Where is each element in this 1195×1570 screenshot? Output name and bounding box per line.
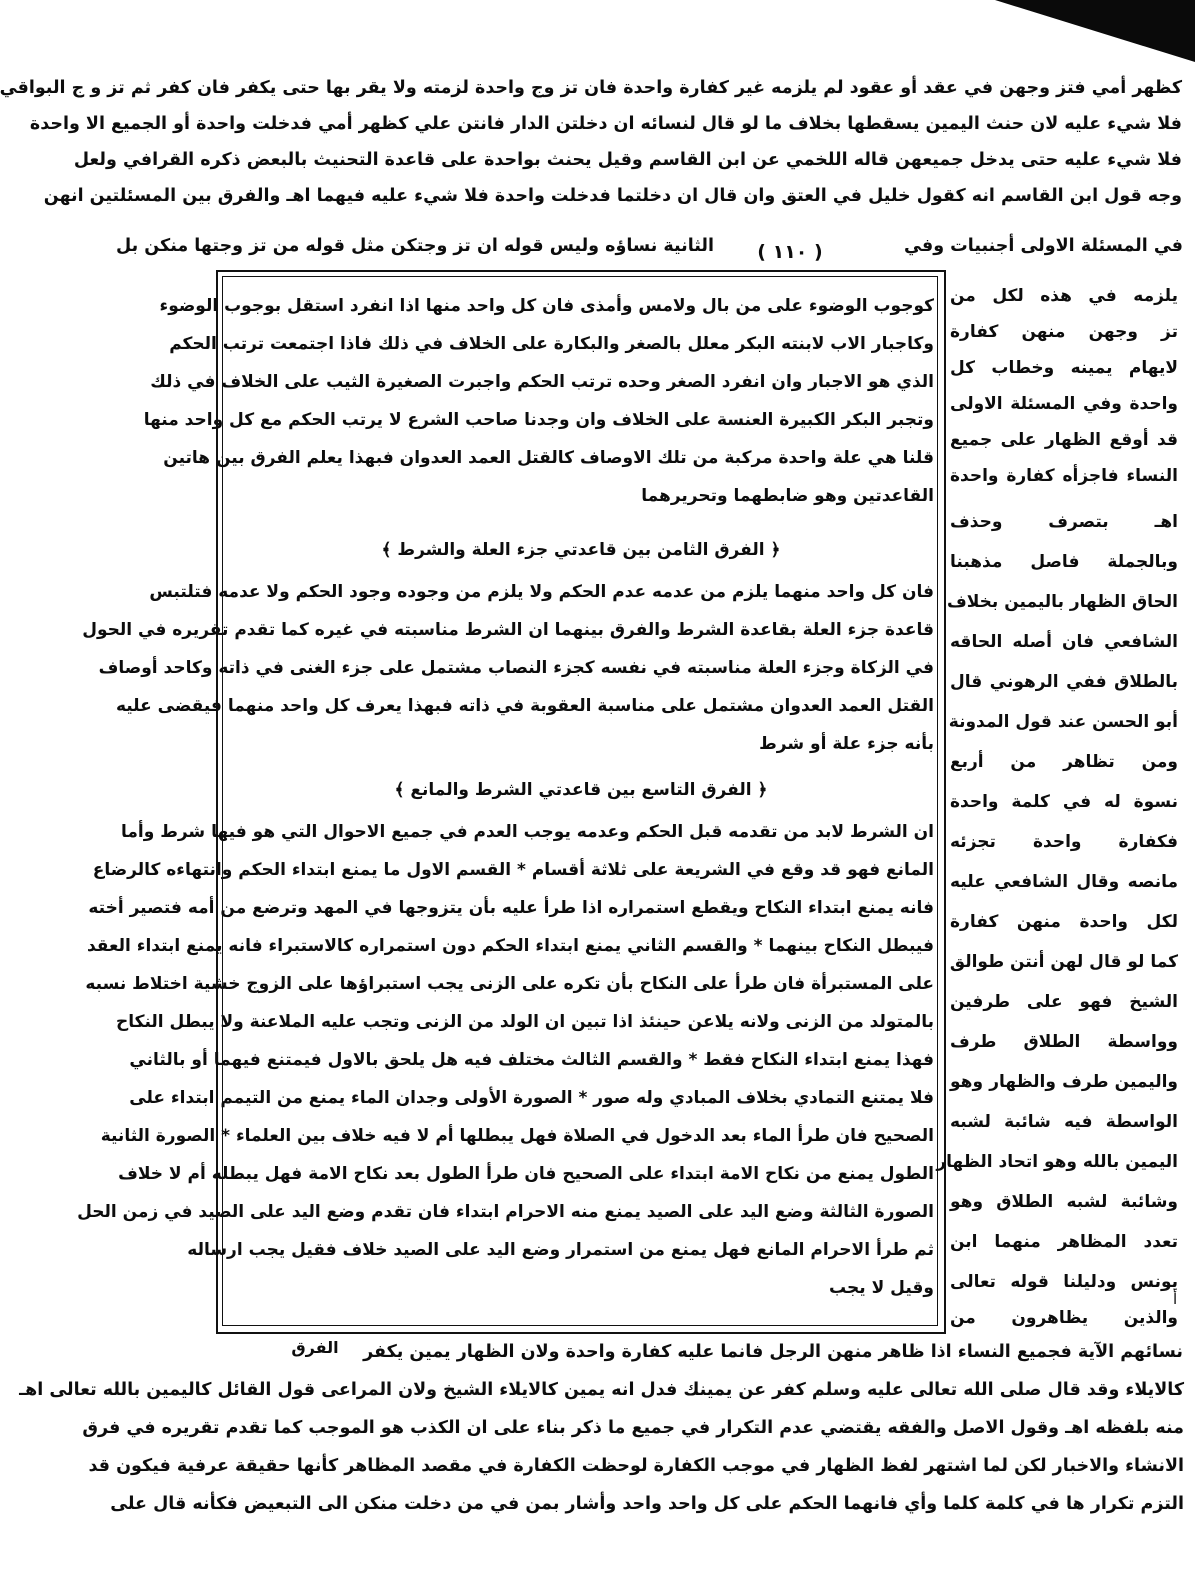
side-line: لايهام يمينه وخطاب كل: [950, 358, 1178, 378]
side-line: قد أوقع الظهار على جميع: [950, 430, 1178, 450]
bottom-line-3: منه بلفظه اهـ وقول الاصل والفقه يقتضي عدم التكرار في جميع ما ذكر بناء على ان الكذب هو الموجب كما تقدم تقريره في فرق: [82, 1418, 1184, 1438]
side-line: تعدد المظاهر منهما ابن: [950, 1232, 1178, 1252]
main-line: وقيل لا يجب: [829, 1278, 934, 1298]
bottom-line-2: كالايلاء وقد قال صلى الله تعالى عليه وسلم كفر عن يمينك فدل انه يمين كالايلاء الشيخ ولان المراعى قول القائل كاليمين بالله تعالى اهـ: [19, 1380, 1184, 1400]
main-line: في الزكاة وجزء العلة مناسبته في نفسه كجزء النصاب مشتمل على جزء الغنى في ذاته وكاحد أوصاف: [98, 658, 934, 678]
main-line: قاعدة جزء العلة بقاعدة الشرط والفرق بينهما ان الشرط مناسبته في غيره كما تقدم تقريره في الحول: [82, 620, 934, 640]
side-line: وشائبة لشبه الطلاق وهو: [950, 1192, 1178, 1212]
main-line: على المستبرأة فان طرأ على النكاح بأن تكره على الزنى يجب استبراؤها على الزوج خشية اختلاط نسبه: [85, 974, 934, 994]
top-line-2: فلا شيء عليه لان حنث اليمين يسقطها بخلاف ما لو قال لنسائه ان دخلتن الدار فانتن علي كظهر أمي فدخلت واحدة أو الجميع الا واحدة: [29, 114, 1182, 134]
side-line: فكفارة واحدة تجزئه: [950, 832, 1178, 852]
side-line: بالطلاق ففي الرهوني قال: [950, 672, 1178, 692]
side-line: الشيخ فهو على طرفين: [950, 992, 1178, 1012]
main-line: فانه يمنع ابتداء النكاح ويقطع استمراره اذا طرأ عليه بأن يتزوجها في المهد وترضع من أمه فتصير أخته: [88, 898, 934, 918]
main-line: الصورة الثالثة وضع اليد على الصيد يمنع منه الاحرام ابتداء فان تقدم وضع اليد على الصيد في زمن الحل: [77, 1202, 934, 1222]
side-line: واليمين طرف والظهار وهو: [950, 1072, 1178, 1092]
main-line: قلنا هي علة واحدة مركبة من تلك الاوصاف كالقتل العمد العدوان فبهذا يعلم الفرق بين هاتين: [163, 448, 934, 468]
main-line: الذي هو الاجبار وان انفرد الصغر وحده ترتب الحكم واجبرت الصغيرة الثيب على الخلاف في ذلك: [150, 372, 934, 392]
side-line: وواسطة الطلاق طرف: [950, 1032, 1178, 1052]
main-line: المانع فهو قد وقع في الشريعة على ثلاثة أقسام * القسم الاول ما يمنع ابتداء الحكم وانتهاءه كالرضاع: [92, 860, 934, 880]
side-line: الحاق الظهار باليمين بخلاف: [947, 592, 1178, 612]
main-line: وكاجبار الاب لابنته البكر معلل بالصغر والبكارة على الخلاف في ذلك فاذا اجتمعت ترتب الحكم: [169, 334, 934, 354]
section-heading-8: ﴿ الفرق الثامن بين قاعدتي جزء العلة والشرط ﴾: [381, 540, 781, 560]
bottom-line-5: التزم تكرار ها في كلمة كلما وأي فانهما الحكم على كل واحد واحد وأشار بمن في من دخلت منكن الى التبعيض فكأنه قال على: [110, 1494, 1184, 1514]
top-line-3: فلا شيء عليه حتى يدخل جميعهن قاله اللخمي عن ابن القاسم وقيل يحنث بواحدة على قاعدة التحنيث بالبعض ذكره القرافي ولعل: [73, 150, 1182, 170]
top-line-4: وجه قول ابن القاسم انه كقول خليل في العتق وان قال ان دخلتما فدخلت واحدة فلا شيء عليه فيهما اهـ والفرق بين المسئلتين انهن: [43, 186, 1182, 206]
side-line: وبالجملة فاصل مذهبنا: [950, 552, 1178, 572]
corner-shadow: [995, 0, 1195, 62]
top-line-5b: الثانية نساؤه وليس قوله ان تز وجتكن مثل قوله من تز وجتها منكن بل: [116, 236, 714, 256]
side-line: مانصه وقال الشافعي عليه: [950, 872, 1178, 892]
side-line: ومن تظاهر من أربع: [950, 752, 1178, 772]
side-line: لكل واحدة منهن كفارة: [950, 912, 1178, 932]
main-line: القاعدتين وهو ضابطهما وتحريرهما: [641, 486, 934, 506]
side-line: اهـ بتصرف وحذف: [950, 512, 1178, 532]
main-line: فهذا يمنع ابتداء النكاح فقط * والقسم الثالث مختلف فيه هل يلحق بالاول فيمتنع فيهما أو بالثاني: [129, 1050, 934, 1070]
side-line: اليمين بالله وهو اتحاد الظهار: [936, 1152, 1178, 1172]
side-line: والذين يظاهرون من: [950, 1308, 1178, 1328]
side-line: الواسطة فيه شائبة لشبه: [950, 1112, 1178, 1132]
main-line: وتجبر البكر الكبيرة العنسة على الخلاف وان وجدنا صاحب الشرع لا يرتب الحكم مع كل واحد منها: [143, 410, 934, 430]
top-line-5a: في المسئلة الاولى أجنبيات وفي: [904, 236, 1183, 256]
main-line: بأنه جزء علة أو شرط: [759, 734, 934, 754]
main-line: كوجوب الوضوء على من بال ولامس وأمذى فان كل واحد منها اذا انفرد استقل بوجوب الوضوء: [159, 296, 934, 316]
side-line: يونس ودليلنا قوله تعالى: [950, 1272, 1178, 1292]
main-line: فيبطل النكاح بينهما * والقسم الثاني يمنع ابتداء الحكم دون استمراره كالاستبراء فانه يمنع ابتداء العقد: [86, 936, 934, 956]
side-line: يلزمه في هذه لكل من: [950, 286, 1178, 306]
main-line: الطول يمنع من نكاح الامة ابتداء على الصحيح فان طرأ الطول بعد نكاح الامة فهل يبطله أم لا خلاف: [118, 1164, 934, 1184]
main-line: الصحيح فان طرأ الماء بعد الدخول في الصلاة فهل يبطلها أم لا فيه خلاف بين العلماء * الصورة الثانية: [100, 1126, 934, 1146]
side-line: كما لو قال لهن أنتن طوالق: [949, 952, 1178, 972]
main-line: ان الشرط لابد من تقدمه قبل الحكم وعدمه يوجب العدم في جميع الاحوال التي هو فيها شرط وأما: [120, 822, 934, 842]
main-line: القتل العمد العدوان مشتمل على مناسبة العقوبة في ذاته فبهذا يعرف كل واحد منهما فيقضى عليه: [115, 696, 934, 716]
bottom-line-4: الانشاء والاخبار لكن لما اشتهر لفظ الظهار في موجب الكفارة لوحظت الكفارة في مقصد المظاهر كأنها حقيقة عرفية فيكون قد: [88, 1456, 1184, 1476]
bottom-line-1: نسائهم الآية فجميع النساء اذا ظاهر منهن الرجل فانما عليه كفارة واحدة ولان الظهار يمين يكفر: [363, 1342, 1183, 1362]
section-heading-9: ﴿ الفرق التاسع بين قاعدتي الشرط والمانع ﴾: [394, 780, 768, 800]
side-line: واحدة وفي المسئلة الاولى: [950, 394, 1178, 414]
side-line: نسوة له في كلمة واحدة: [950, 792, 1178, 812]
margin-mark: أ: [1173, 1290, 1178, 1308]
side-line: النساء فاجزأه كفارة واحدة: [950, 466, 1178, 486]
side-line: أبو الحسن عند قول المدونة: [948, 712, 1178, 732]
main-line: فلا يمتنع التمادي بخلاف المبادي وله صور * الصورة الأولى وجدان الماء يمنع من التيمم ابتداء على: [129, 1088, 934, 1108]
main-line: فان كل واحد منهما يلزم من عدمه عدم الحكم ولا يلزم من وجوده وجود الحكم ولا عدمه فتلتبس: [149, 582, 934, 602]
main-line: ثم طرأ الاحرام المانع فهل يمنع من استمرار وضع اليد على الصيد خلاف فقيل يجب ارساله: [187, 1240, 934, 1260]
catchword: الفرق: [291, 1338, 339, 1357]
main-line: بالمتولد من الزنى ولانه يلاعن حينئذ اذا تبين ان الولد من الزنى وتجب عليه الملاعنة ولا يبطل النكاح: [115, 1012, 934, 1032]
top-line-1: كظهر أمي فتز وجهن في عقد أو عقود لم يلزمه غير كفارة واحدة فان تز وج واحدة لزمته ولا يقر بها حتى يكفر فان كفر ثم تز و ج البواقي: [0, 78, 1182, 98]
page-number: ( ١١٠ ): [757, 241, 823, 263]
side-line: تز وجهن منهن كفارة: [950, 322, 1178, 342]
side-line: الشافعي فان أصله الحاقه: [950, 632, 1178, 652]
